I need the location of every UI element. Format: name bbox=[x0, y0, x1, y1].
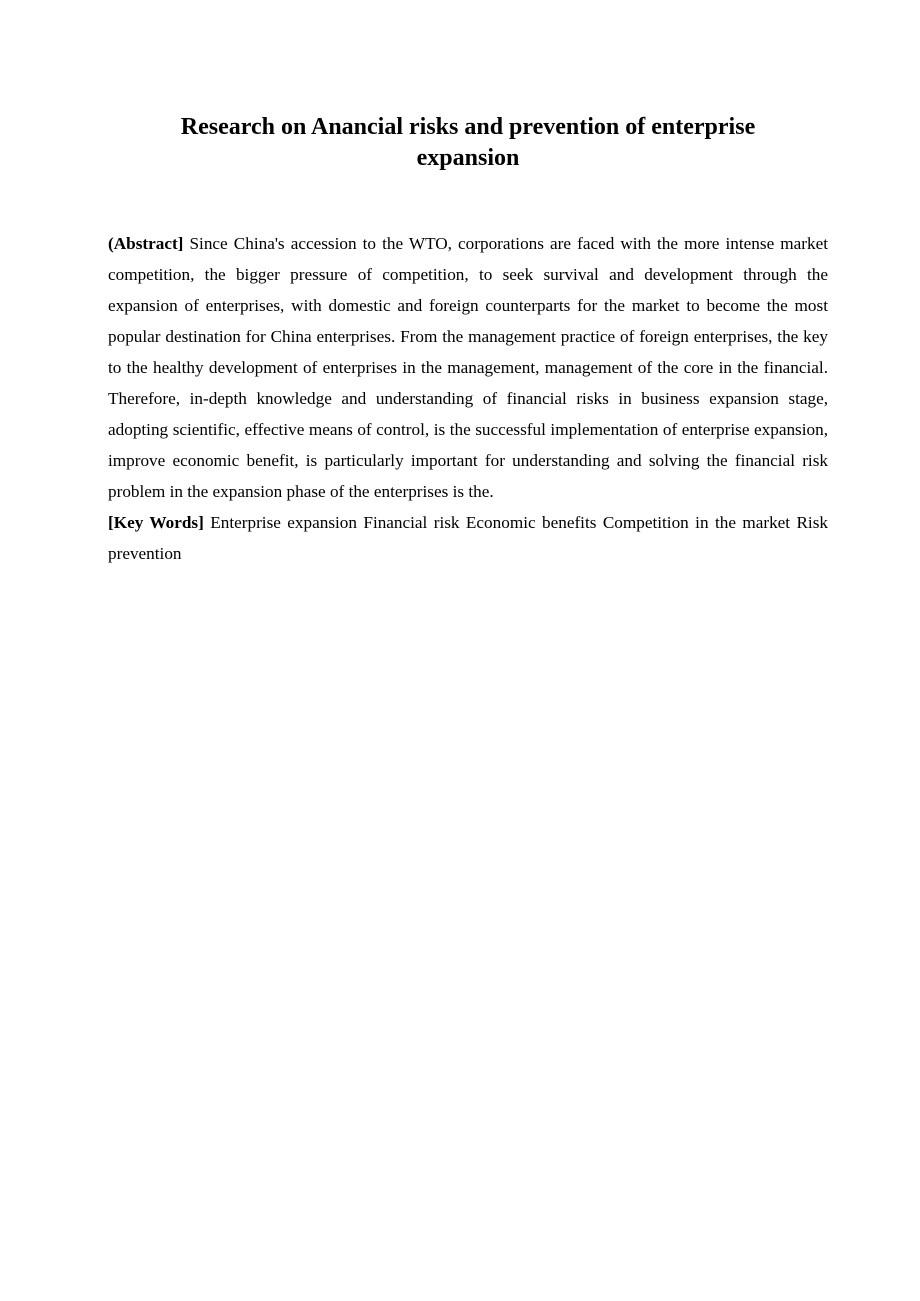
abstract-paragraph bbox=[108, 228, 828, 507]
abstract-section bbox=[108, 228, 828, 569]
title-line-2: expansion bbox=[416, 145, 520, 171]
keywords-text: Enterprise expansion Financial risk Economic benefits Competition in the market Risk prevention bbox=[108, 513, 828, 563]
page-title bbox=[108, 112, 828, 174]
abstract-label: (Abstract] bbox=[108, 234, 184, 253]
keywords-label: [Key Words] bbox=[108, 513, 204, 532]
abstract-text: Since China's accession to the WTO, corporations are faced with the more intense market competition, the bigger pressure of competition, to seek survival and development through the expansion of enterprises, with domestic and foreign counterparts for the market to become the most popular destination for China enterprises. From the management practice of foreign enterprises, the key to the healthy development of enterprises in the management, management of the core in the financial. Therefore, in-depth knowledge and understanding of financial risks in business expansion stage, adopting scientific, effective means of control, is the successful implementation of enterprise expansion, improve economic benefit, is particularly important for understanding and solving the financial risk problem in the expansion phase of the enterprises is the. bbox=[108, 234, 828, 501]
title-line-1: Research on Anancial risks and prevention of enterprise bbox=[180, 114, 756, 140]
keywords-paragraph bbox=[108, 507, 828, 569]
